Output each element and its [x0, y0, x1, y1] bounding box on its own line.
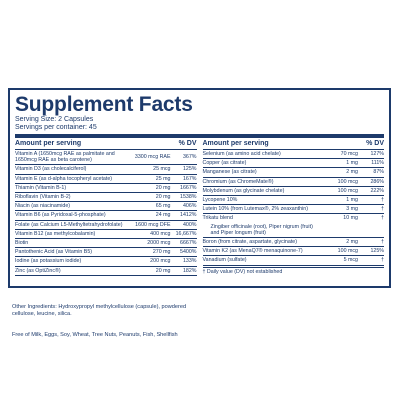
- nutrient-name: Thiamin (Vitamin B-1): [15, 184, 67, 191]
- nutrient-amount: 3300 mcg RAE: [134, 154, 171, 161]
- nutrient-amount: 65 mg: [155, 203, 171, 210]
- nutrient-name: Folate (as Calcium L5-Methyltetrahydrofolate): [15, 221, 123, 228]
- nutrient-row: [15, 150, 197, 165]
- nutrient-name: Vitamin K2 (as MenaQ7® menaquinone-7): [202, 248, 303, 255]
- dv-label: % DV: [178, 140, 197, 147]
- nutrient-dv: 125%: [182, 166, 197, 173]
- nutrient-dv: 111%: [371, 160, 384, 167]
- nutrient-columns: [15, 138, 384, 276]
- nutrient-dv: 125%: [370, 248, 384, 255]
- nutrient-dv: 400%: [182, 221, 197, 228]
- nutrient-amount: 10 mg: [343, 215, 358, 222]
- nutrient-row: [15, 221, 197, 230]
- nutrient-name: Biotin: [15, 240, 29, 247]
- nutrient-amount: 2 mg: [346, 169, 358, 176]
- nutrient-row: [15, 175, 197, 184]
- nutrient-dv: †: [381, 197, 384, 204]
- panel-title: Supplement Facts: [15, 93, 193, 116]
- nutrient-row: [203, 178, 385, 187]
- nutrient-name: Selenium (as amino acid chelate): [202, 151, 281, 157]
- nutrient-dv: 367%: [182, 154, 197, 161]
- serving-size: Serving Size: 2 Capsules: [15, 116, 94, 123]
- nutrient-name: Copper (as citrate): [202, 160, 247, 167]
- nutrient-amount: 20 mg: [155, 184, 171, 191]
- nutrient-name: Zingiber officinale (root), Piper nigrum (fruit) and Piper longum (fruit): [210, 223, 313, 236]
- nutrient-row: [15, 230, 197, 239]
- nutrient-name: Vitamin E (as d-alpha tocopheryl acetate): [15, 175, 113, 182]
- nutrient-amount: 20 mg: [155, 267, 171, 274]
- nutrient-dv: 182%: [182, 267, 197, 274]
- nutrient-row: [15, 257, 197, 266]
- nutrient-name: Lutein 10% (from Lutemax®, 2% zeaxanthin): [202, 206, 308, 213]
- nutrient-dv: 1412%: [180, 212, 197, 219]
- nutrient-dv: 167%: [182, 175, 197, 182]
- nutrient-name: Vitamin B12 (as methylcobalamin): [15, 230, 96, 237]
- servings-per-container: Servings per container: 45: [15, 124, 97, 131]
- nutrient-amount: 25 mcg: [153, 166, 171, 173]
- nutrient-row: [15, 202, 197, 211]
- nutrient-row: [15, 193, 197, 202]
- nutrient-dv: 1667%: [180, 184, 197, 191]
- nutrient-amount: 1600 mcg DFE: [135, 221, 171, 228]
- right-column: [203, 138, 385, 276]
- nutrient-dv: 286%: [370, 178, 384, 185]
- allergen-free-statement: Free of Milk, Eggs, Soy, Wheat, Tree Nuts, Peanuts, Fish, Shellfish: [12, 332, 178, 338]
- nutrient-row: [203, 168, 385, 177]
- nutrient-amount: 100 mcg: [337, 248, 358, 255]
- nutrient-row: [15, 239, 197, 248]
- left-rows: [15, 150, 197, 276]
- nutrient-row: [15, 211, 197, 220]
- nutrient-row: [203, 187, 385, 196]
- nutrient-row: [203, 247, 385, 256]
- nutrient-name: Vitamin D3 (as cholecalciferol): [15, 166, 87, 173]
- nutrient-row: [203, 150, 385, 159]
- nutrient-dv: 127%: [370, 151, 384, 157]
- nutrient-dv: †: [381, 239, 384, 246]
- nutrient-amount: 24 mg: [155, 212, 171, 219]
- nutrient-name: Vitamin A (1650mcg RAE as palmitate and 1650mcg RAE as beta carotene): [15, 151, 115, 164]
- nutrient-amount: 100 mcg: [337, 178, 358, 185]
- nutrient-dv: 1538%: [180, 194, 197, 201]
- nutrient-row: [15, 248, 197, 257]
- nutrient-amount: 1 mg: [346, 160, 358, 167]
- dv-label: % DV: [366, 140, 384, 147]
- nutrient-name: Iodine (as potassium iodide): [15, 258, 82, 265]
- nutrient-amount: 5 mcg: [343, 257, 358, 264]
- nutrient-name: Manganese (as citrate): [202, 169, 257, 176]
- nutrient-dv: †: [381, 257, 384, 264]
- nutrient-dv: 222%: [370, 187, 384, 194]
- nutrient-amount: 2 mg: [346, 239, 358, 246]
- nutrient-dv: 133%: [182, 258, 197, 265]
- supplement-facts-panel: [8, 88, 391, 288]
- nutrient-name: Chromium (as ChromeMate®): [202, 178, 274, 185]
- nutrient-dv: 5400%: [180, 249, 197, 256]
- nutrient-amount: 2000 mcg: [147, 240, 171, 247]
- amount-per-serving-label: Amount per serving: [202, 140, 269, 147]
- nutrient-row: [203, 214, 385, 222]
- nutrient-name: Lycopene 10%: [202, 197, 238, 204]
- nutrient-name: Niacin (as niacinamide): [15, 203, 71, 210]
- nutrient-amount: 270 mg: [152, 249, 171, 256]
- nutrient-row: [203, 205, 385, 214]
- nutrient-name: Trikatu blend: [202, 215, 233, 222]
- other-ingredients: Other Ingredients: Hydroxypropyl methylcellulose (capsule), powdered cellulose, leucine, silica.: [12, 304, 187, 317]
- nutrient-row: [203, 196, 385, 205]
- nutrient-amount: 25 mg: [155, 175, 171, 182]
- left-column-header: [15, 138, 197, 150]
- nutrient-row: [203, 223, 385, 238]
- nutrient-row: [203, 256, 385, 265]
- nutrient-name: Molybdenum (as glycinate chelate): [202, 187, 285, 194]
- nutrient-amount: 1 mg: [346, 197, 358, 204]
- nutrient-dv: 406%: [182, 203, 197, 210]
- nutrient-name: Pantothenic Acid (as Vitamin B5): [15, 249, 93, 256]
- nutrient-amount: 100 mcg: [337, 187, 358, 194]
- nutrient-amount: 3 mg: [346, 206, 358, 213]
- nutrient-name: Boron (from citrate, aspartate, glycinate): [202, 239, 298, 246]
- nutrient-dv: 6667%: [180, 240, 197, 247]
- nutrient-row: [15, 165, 197, 174]
- nutrient-row: [203, 159, 385, 168]
- nutrient-row: [203, 238, 385, 247]
- nutrient-row: [15, 184, 197, 193]
- nutrient-dv: 87%: [373, 169, 384, 176]
- nutrient-dv: †: [381, 215, 384, 222]
- nutrient-name: Riboflavin (Vitamin B-2): [15, 194, 71, 201]
- nutrient-amount: 70 mcg: [340, 151, 358, 157]
- nutrient-dv: †: [381, 206, 384, 213]
- dv-footnote: † Daily value (DV) not established: [203, 267, 385, 276]
- nutrient-dv: 16,667%: [175, 230, 197, 237]
- nutrient-amount: 20 mg: [155, 194, 171, 201]
- nutrient-name: Vitamin B6 (as Pyridoxal-5-phosphate): [15, 212, 106, 219]
- amount-per-serving-label: Amount per serving: [15, 140, 82, 147]
- left-column: [15, 138, 197, 276]
- nutrient-amount: 200 mcg: [150, 258, 171, 265]
- nutrient-row: [15, 267, 197, 276]
- nutrient-name: Zinc (as OptiZinc®): [15, 267, 61, 274]
- nutrient-amount: 400 mcg: [150, 230, 171, 237]
- nutrient-name: Vanadium (sulfate): [202, 257, 247, 264]
- right-rows: [203, 150, 385, 266]
- right-column-header: [203, 138, 385, 150]
